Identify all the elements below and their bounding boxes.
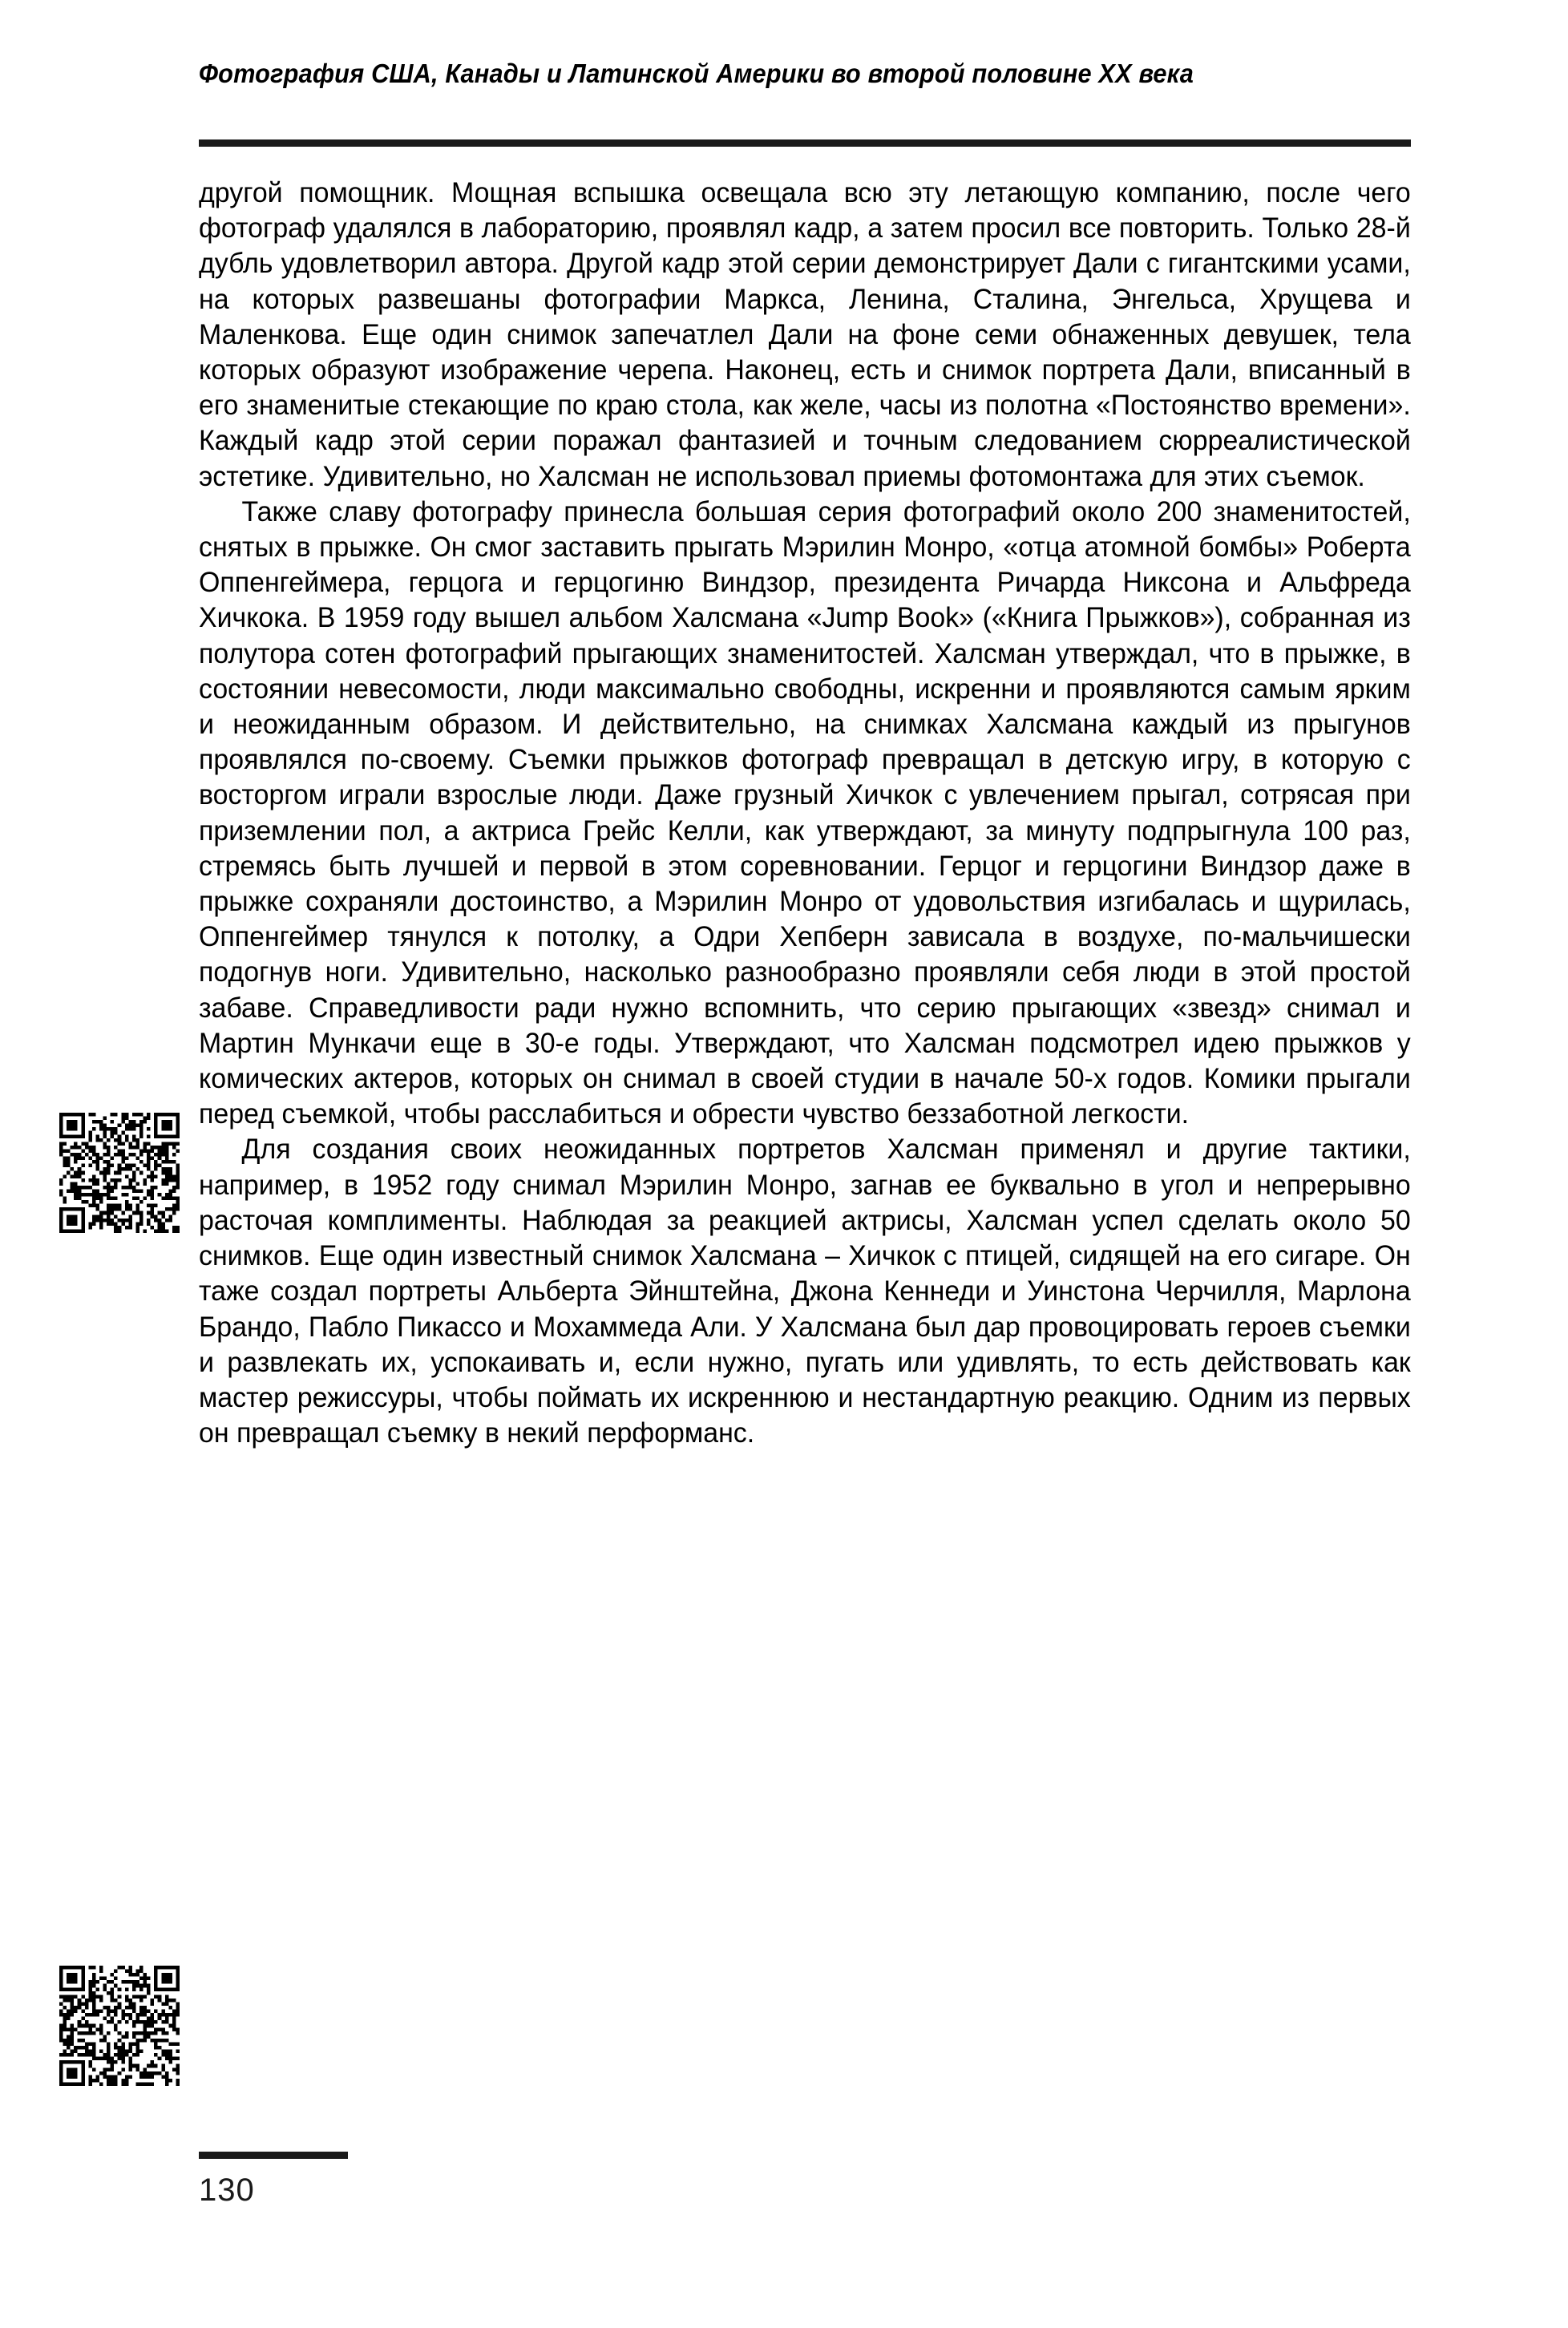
qr-code-top[interactable] (59, 1113, 180, 1233)
paragraph-1: другой помощник. Мощная вспышка освещала всю эту летающую компанию, после чего фотограф удалялся в лабораторию, проявлял кадр, а затем просил все повторить. Только 28-й дубль удовлетворил автора. Другой кадр этой серии демонстрирует Дали с гигантскими усами, на которых развешаны фотографии Маркса, Ленина, Сталина, Энгельса, Хрущева и Маленкова. Еще один снимок запечатлел Дали на фоне семи обнаженных девушек, тела которых образуют изображение черепа. Наконец, есть и снимок портрета Дали, вписанный в его знаменитые стекающие по краю стола, как желе, часы из полотна «Постоянство времени». Каждый кадр этой серии поражал фантазией и точным следованием сюрреалистической эстетике. Удивительно, но Халсман не использовал приемы фотомонтажа для этих съемок. (199, 176, 1411, 492)
paragraph-2: Также славу фотографу принесла большая серия фотографий около 200 знаменитостей, снятых в прыжке. Он смог заставить прыгать Мэрилин Монро, «отца атомной бомбы» Роберта Оппенгеймера, герцога и герцогиню Виндзор, президента Ричарда Никсона и Альфреда Хичкока. В 1959 году вышел альбом Халсмана «Jump Book» («Книга Прыжков»), собранная из полутора сотен фотографий прыгающих знаменитостей. Халсман утверждал, что в прыжке, в состоянии невесомости, люди максимально свободны, искренни и проявляются самым ярким и неожиданным образом. И действительно, на снимках Халсмана каждый из прыгунов проявлялся по-своему. Съемки прыжков фотограф превращал в детскую игру, в которую с восторгом играли взрослые люди. Даже грузный Хичкок с увлечением прыгал, сотрясая при приземлении пол, а актриса Грейс Келли, как утверждают, за минуту подпрыгнула 100 раз, стремясь быть лучшей и первой в этом соревновании. Герцог и герцогини Виндзор даже в прыжке сохраняли достоинство, а Мэрилин Монро от удовольствия изгибалась и щурилась, Оппенгеймер тянулся к потолку, а Одри Хепберн зависала в воздухе, по-мальчишески подогнув ноги. Удивительно, насколько разнообразно проявляли себя люди в этой простой забаве. Справедливости ради нужно вспомнить, что серию прыгающих «звезд» снимал и Мартин Мункачи еще в 30-е годы. Утверждают, что Халсман подсмотрел идею прыжков у комических актеров, которых он снимал в своей студии в начале 50-х годов. Комики прыгали перед съемкой, чтобы расслабиться и обрести чувство беззаботной легкости. (199, 495, 1411, 1130)
paragraph-3: Для создания своих неожиданных портретов Халсман применял и другие тактики, например, в 1952 году снимал Мэрилин Монро, загнав ее буквально в угол и непрерывно расточая комплименты. Наблюдая за реакцией актрисы, Халсман успел сделать около 50 снимков. Еще один известный снимок Халсмана – Хичкок с птицей, сидящей на его сигаре. Он таже создал портреты Альберта Эйнштейна, Джона Кеннеди и Уинстона Черчилля, Марлона Брандо, Пабло Пикассо и Мохаммеда Али. У Халсмана был дар провоцировать героев съемки и развлекать их, успокаивать и, если нужно, пугать или удивлять, то есть действовать как мастер режиссуры, чтобы поймать их искреннюю и нестандартную реакцию. Одним из первых он превращал съемку в некий перформанс. (199, 1133, 1411, 1449)
header-rule (199, 139, 1411, 147)
page-number: 130 (199, 2172, 255, 2208)
qr-code-bottom[interactable] (59, 1966, 180, 2086)
footer-rule (199, 2152, 348, 2159)
running-head: Фотография США, Канады и Латинской Америки во второй половине XX века (199, 59, 1194, 88)
body-text-column (199, 175, 1411, 1450)
